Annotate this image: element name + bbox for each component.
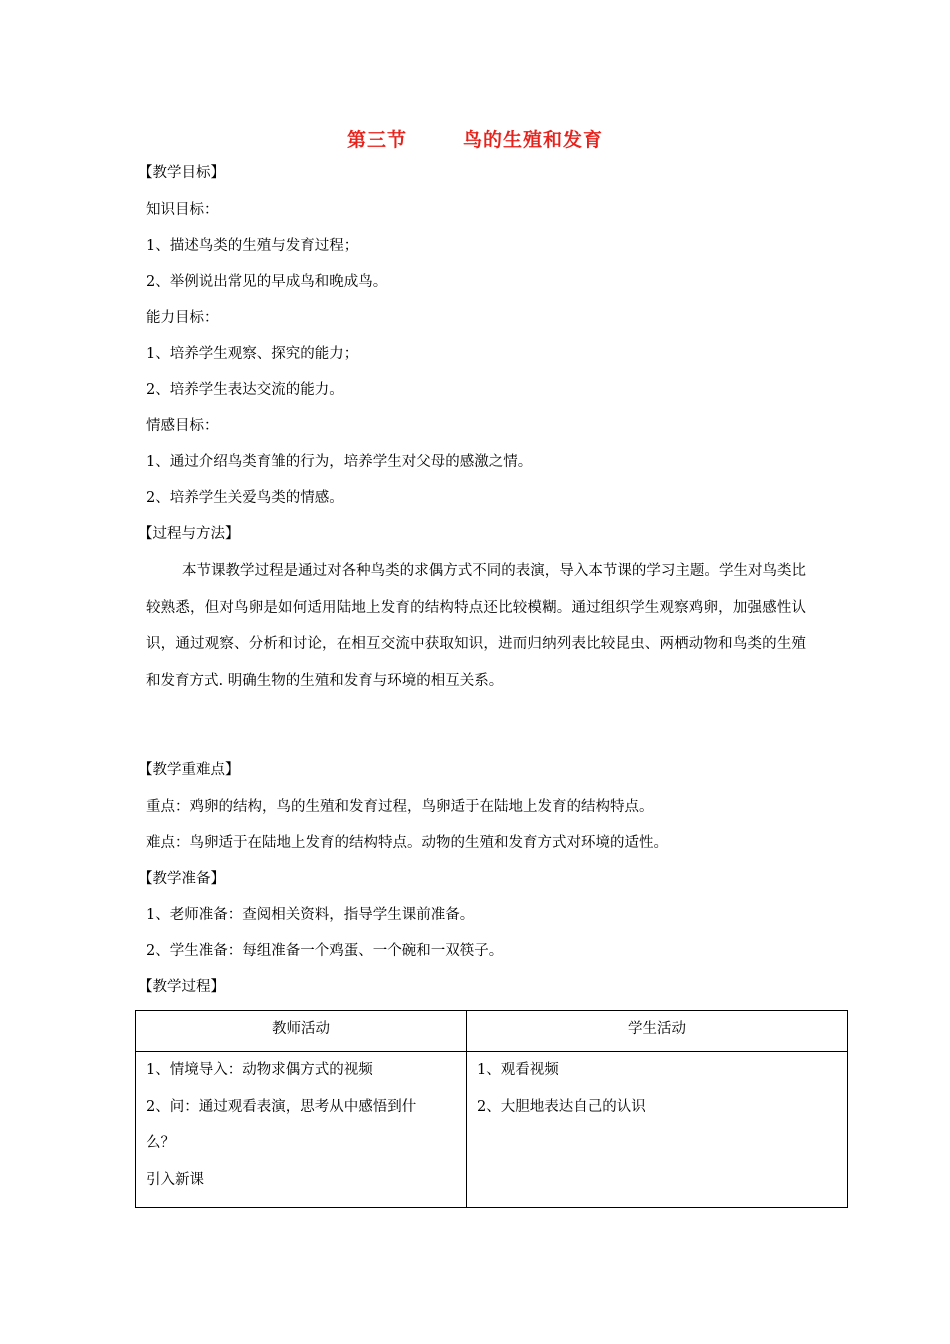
prep-heading: 【教学准备】 [138, 871, 225, 887]
method-text: 本节课教学过程是通过对各种鸟类的求偶方式不同的表演，导入本节课的学习主题。学生对鸟类比较熟悉，但对鸟卵是如何适用陆地上发育的结构特点还比较模糊。通过组织学生观察鸡卵，加强感性认识，通过观察、分析和讨论，在相互交流中获取知识，进而归纳列表比较昆虫、两栖动物和鸟类的生殖和发育方式. 明确生物的生殖和发育与环境的相互关系。 [146, 563, 806, 689]
knowledge-label: 知识目标： [146, 202, 219, 218]
knowledge-item-2: 2、举例说出常见的早成鸟和晚成鸟。 [146, 274, 388, 290]
student-activity-header: 学生活动 [467, 1011, 848, 1052]
teacher-line-2: 2、问：通过观看表演，思考从中感悟到什 [146, 1098, 417, 1115]
process-heading: 【教学过程】 [138, 979, 225, 995]
objectives-heading: 【教学目标】 [138, 165, 225, 181]
title-topic: 鸟的生殖和发育 [463, 129, 604, 151]
student-line-1: 1、观看视频 [477, 1062, 559, 1078]
method-paragraph [146, 553, 806, 699]
emotion-item-1: 1、通过介绍鸟类育雏的行为，培养学生对父母的感激之情。 [146, 454, 533, 470]
knowledge-item-1: 1、描述鸟类的生殖与发育过程； [146, 238, 359, 254]
teacher-activity-cell [136, 1052, 467, 1208]
title-section-number: 第三节 [346, 129, 407, 151]
key-heading: 【教学重难点】 [138, 762, 240, 778]
teacher-activity-header: 教师活动 [136, 1011, 467, 1052]
ability-item-1: 1、培养学生观察、探究的能力； [146, 346, 359, 362]
key-point: 重点：鸡卵的结构，鸟的生殖和发育过程，鸟卵适于在陆地上发育的结构特点。 [146, 799, 654, 815]
table-header-row [136, 1011, 848, 1052]
teacher-line-4: 引入新课 [146, 1171, 204, 1188]
method-heading: 【过程与方法】 [138, 526, 240, 542]
prep-item-2: 2、学生准备：每组准备一个鸡蛋、一个碗和一双筷子。 [146, 943, 504, 959]
process-table [135, 1010, 848, 1208]
student-line-2: 2、大胆地表达自己的认识 [477, 1098, 646, 1115]
ability-item-2: 2、培养学生表达交流的能力。 [146, 382, 344, 398]
emotion-label: 情感目标： [146, 418, 219, 434]
emotion-item-2: 2、培养学生关爱鸟类的情感。 [146, 490, 344, 506]
teacher-line-3: 么？ [146, 1135, 175, 1151]
page-title [0, 125, 950, 152]
student-activity-cell [467, 1052, 848, 1208]
ability-label: 能力目标： [146, 310, 219, 326]
prep-item-1: 1、老师准备：查阅相关资料，指导学生课前准备。 [146, 907, 475, 923]
difficult-point: 难点：鸟卵适于在陆地上发育的结构特点。动物的生殖和发育方式对环境的适性。 [146, 835, 668, 851]
teacher-line-1: 1、情境导入：动物求偶方式的视频 [146, 1062, 373, 1078]
table-row [136, 1052, 848, 1208]
